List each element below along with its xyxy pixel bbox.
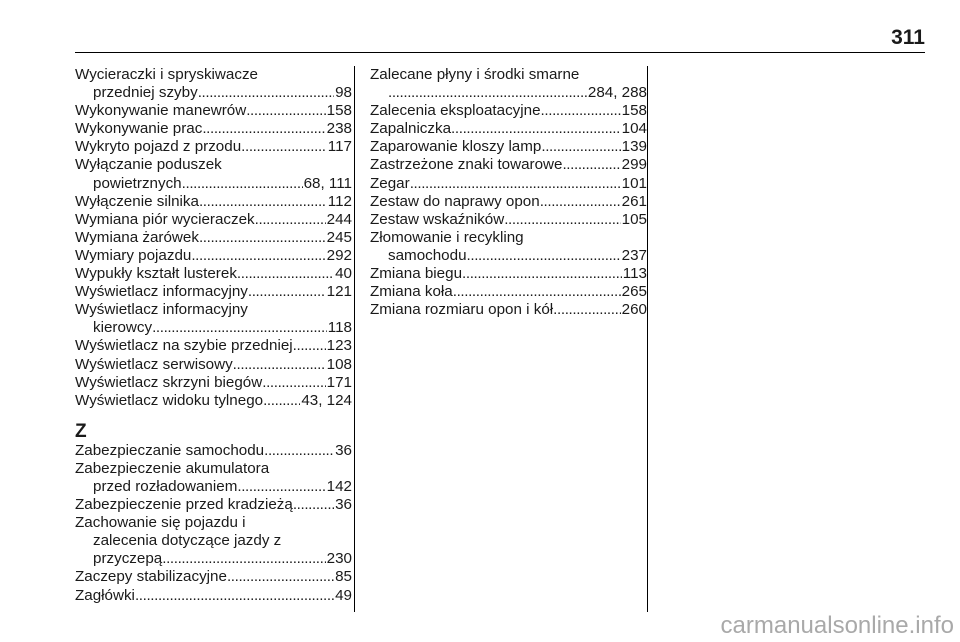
leader-dots <box>462 265 622 283</box>
index-entry <box>75 568 352 586</box>
leader-dots <box>246 102 325 120</box>
index-entry-term-line <box>370 102 647 120</box>
index-term: Zabezpieczenie akumulatora <box>75 459 270 477</box>
index-page-ref: 292 <box>326 246 352 264</box>
index-page-ref: 113 <box>622 265 647 283</box>
index-group-z <box>75 442 352 605</box>
index-page-ref: 36 <box>335 496 352 514</box>
index-page-ref: 104 <box>621 120 647 138</box>
leader-dots <box>540 193 621 211</box>
index-entry-term-line <box>370 156 647 174</box>
index-page-ref: 40 <box>335 265 352 283</box>
index-term: Wymiana piór wycieraczek <box>75 210 255 228</box>
index-entry <box>370 156 647 174</box>
index-page-ref: 49 <box>335 586 352 604</box>
index-entry <box>370 138 647 156</box>
index-page-ref: 158 <box>621 102 647 120</box>
index-entry-term-line <box>370 175 647 193</box>
index-term: przed rozładowaniem <box>93 477 238 495</box>
section-letter-z: Z <box>75 420 87 442</box>
index-term: Zalecane płyny i środki smarne <box>370 66 580 83</box>
leader-dots <box>541 102 621 120</box>
index-entry-continuation-line <box>75 478 352 496</box>
index-entry <box>370 102 647 120</box>
leader-dots <box>262 374 325 392</box>
index-term: Zagłówki <box>75 586 135 604</box>
index-term: Zestaw do naprawy opon <box>370 192 540 210</box>
index-group-z-continued <box>370 66 647 319</box>
column-divider-right <box>647 66 648 612</box>
index-column-left <box>75 66 352 605</box>
index-entry-continuation-line <box>75 550 352 568</box>
leader-dots <box>135 587 334 605</box>
index-entry <box>75 102 352 120</box>
leader-dots <box>237 265 334 283</box>
index-term: Zmiana rozmiaru opon i kół <box>370 301 554 319</box>
index-entry-term-line <box>75 247 352 265</box>
index-page-ref: 105 <box>621 210 647 228</box>
index-entry-term-line <box>75 193 352 211</box>
index-page-ref: 108 <box>326 355 352 373</box>
index-term: Wyłączenie silnika <box>75 192 199 210</box>
leader-dots <box>388 84 587 102</box>
index-entry <box>75 247 352 265</box>
leader-dots <box>410 175 621 193</box>
index-entry-term-line <box>75 587 352 605</box>
index-entry-term-line <box>75 229 352 247</box>
leader-dots <box>541 138 620 156</box>
index-entry <box>75 356 352 374</box>
header-rule <box>75 52 925 53</box>
index-page-ref: 118 <box>327 319 352 337</box>
index-page-ref: 158 <box>326 102 352 120</box>
page-number: 311 <box>891 26 925 49</box>
index-entry-term-line <box>75 442 352 460</box>
index-page-ref: 85 <box>335 568 352 586</box>
index-term: Zmiana biegu <box>370 265 463 283</box>
leader-dots <box>241 138 327 156</box>
index-term: Wypukły kształt lusterek <box>75 265 237 283</box>
leader-dots <box>467 247 621 265</box>
index-entry <box>75 442 352 460</box>
watermark: carmanualsonline.info <box>720 612 954 639</box>
index-page-ref: 244 <box>326 210 352 228</box>
index-entry <box>370 175 647 193</box>
index-entry-continuation-line <box>370 84 647 102</box>
index-page-ref: 299 <box>621 156 647 174</box>
index-entry <box>370 120 647 138</box>
index-entry-term-line <box>370 211 647 229</box>
leader-dots <box>182 175 303 193</box>
index-page-ref: 237 <box>621 246 647 264</box>
leader-dots <box>293 496 334 514</box>
index-page-ref: 112 <box>327 192 352 210</box>
index-entry <box>370 283 647 301</box>
index-entry <box>75 587 352 605</box>
leader-dots <box>191 247 325 265</box>
index-term: Zalecenia eksploatacyjne <box>370 102 541 120</box>
index-term: Zegar <box>370 174 410 192</box>
index-term: przyczepą <box>93 550 163 568</box>
index-entry-term-line <box>75 301 352 319</box>
index-page-ref: 238 <box>326 120 352 138</box>
index-page-ref: 123 <box>326 337 352 355</box>
index-term: Wyłączanie poduszek <box>75 156 222 174</box>
index-entry <box>75 120 352 138</box>
index-entry-continuation-line <box>75 84 352 102</box>
index-term: Wymiary pojazdu <box>75 246 192 264</box>
index-entry-term-line <box>370 138 647 156</box>
index-term: kierowcy <box>93 319 153 337</box>
index-entry-term-line <box>370 265 647 283</box>
index-entry <box>370 229 647 265</box>
index-term: Zabezpieczanie samochodu <box>75 441 265 459</box>
index-entry <box>75 283 352 301</box>
index-term: Wyświetlacz serwisowy <box>75 355 233 373</box>
index-group-w <box>75 66 352 410</box>
leader-dots <box>199 193 327 211</box>
index-entry-term-line <box>370 283 647 301</box>
leader-dots <box>255 211 326 229</box>
index-entry <box>75 374 352 392</box>
leader-dots <box>504 211 620 229</box>
index-entry <box>75 156 352 192</box>
index-page-ref: 101 <box>621 174 647 192</box>
index-page-ref: 36 <box>335 441 352 459</box>
leader-dots <box>162 550 325 568</box>
index-entry <box>75 193 352 211</box>
index-page-ref: 142 <box>326 477 352 495</box>
index-term: Zastrzeżone znaki towarowe <box>370 156 563 174</box>
index-entry <box>75 514 352 568</box>
index-term: Złomowanie i recykling <box>370 228 524 246</box>
index-term: Wymiana żarówek <box>75 228 199 246</box>
leader-dots <box>451 120 621 138</box>
index-term: Wycieraczki i spryskiwacze <box>75 66 258 83</box>
index-entry-term-line <box>75 374 352 392</box>
index-entry <box>75 66 352 102</box>
index-entry-term-line <box>75 337 352 355</box>
index-term: Wyświetlacz na szybie przedniej <box>75 337 293 355</box>
leader-dots <box>263 392 300 410</box>
leader-dots <box>293 337 326 355</box>
index-entry-term-line <box>75 283 352 301</box>
index-term: powietrznych <box>93 174 182 192</box>
index-term: Zmiana koła <box>370 283 453 301</box>
column-divider-left <box>354 66 355 612</box>
index-page-ref: 68, 111 <box>303 174 352 192</box>
leader-dots <box>198 84 334 102</box>
index-entry <box>75 496 352 514</box>
index-entry-term-line <box>370 193 647 211</box>
index-entry-term-line <box>75 265 352 283</box>
index-term: zalecenia dotyczące jazdy z <box>93 532 282 550</box>
index-entry-continuation-line <box>75 532 352 550</box>
index-term: Zaparowanie kloszy lamp <box>370 138 542 156</box>
index-entry <box>75 392 352 410</box>
index-entry-term-line <box>75 102 352 120</box>
index-entry-term-line <box>75 514 352 532</box>
index-page-ref: 139 <box>621 138 647 156</box>
index-entry <box>370 301 647 319</box>
leader-dots <box>237 478 325 496</box>
leader-dots <box>152 319 327 337</box>
index-page-ref: 261 <box>621 192 647 210</box>
index-entry-term-line <box>75 120 352 138</box>
index-term: Zabezpieczenie przed kradzieżą <box>75 496 293 514</box>
index-entry-continuation-line <box>75 319 352 337</box>
index-entry <box>75 460 352 496</box>
index-entry <box>75 337 352 355</box>
index-term: Wyświetlacz skrzyni biegów <box>75 373 263 391</box>
index-entry <box>370 265 647 283</box>
index-entry-continuation-line <box>75 175 352 193</box>
index-term: przedniej szyby <box>93 84 198 102</box>
index-page-ref: 98 <box>335 84 352 102</box>
index-page-ref: 171 <box>326 373 352 391</box>
index-page-ref: 43, 124 <box>301 391 352 409</box>
index-term: samochodu <box>388 246 467 264</box>
index-entry <box>370 66 647 102</box>
index-entry-term-line <box>75 392 352 410</box>
index-entry-term-line <box>370 120 647 138</box>
index-entry-term-line <box>370 301 647 319</box>
index-entry-term-line <box>75 460 352 478</box>
index-term: Wyświetlacz informacyjny <box>75 301 248 319</box>
index-entry <box>370 193 647 211</box>
index-term: Wyświetlacz widoku tylnego <box>75 391 264 409</box>
index-entry-term-line <box>75 138 352 156</box>
index-entry <box>75 229 352 247</box>
index-term: Zestaw wskaźników <box>370 210 505 228</box>
index-term: Zaczepy stabilizacyjne <box>75 568 227 586</box>
index-entry <box>75 265 352 283</box>
leader-dots <box>199 229 326 247</box>
index-entry-term-line <box>75 66 352 84</box>
index-entry <box>75 211 352 229</box>
index-entry-term-line <box>75 568 352 586</box>
index-page-ref: 245 <box>326 228 352 246</box>
index-term: Wykonywanie manewrów <box>75 102 247 120</box>
index-column-right <box>370 66 647 319</box>
leader-dots <box>553 301 620 319</box>
index-entry-term-line <box>370 229 647 247</box>
index-term: Zapalniczka <box>370 120 452 138</box>
index-term: Zachowanie się pojazdu i <box>75 514 246 532</box>
index-page-ref: 284, 288 <box>587 84 647 102</box>
index-entry-term-line <box>75 356 352 374</box>
index-page-ref: 117 <box>327 138 352 156</box>
index-entry-term-line <box>370 66 647 84</box>
index-term: Wyświetlacz informacyjny <box>75 283 248 301</box>
index-entry <box>75 138 352 156</box>
index-entry-term-line <box>75 496 352 514</box>
index-entry <box>370 211 647 229</box>
leader-dots <box>227 568 334 586</box>
leader-dots <box>453 283 621 301</box>
index-entry-continuation-line <box>370 247 647 265</box>
index-term: Wykonywanie prac <box>75 120 203 138</box>
index-entry-term-line <box>75 156 352 174</box>
leader-dots <box>233 356 326 374</box>
leader-dots <box>562 156 620 174</box>
index-page-ref: 260 <box>621 301 647 319</box>
index-entry-term-line <box>75 211 352 229</box>
index-page-ref: 230 <box>326 550 352 568</box>
index-page-ref: 121 <box>326 283 352 301</box>
leader-dots <box>248 283 326 301</box>
leader-dots <box>202 120 325 138</box>
leader-dots <box>264 442 334 460</box>
index-term: Wykryto pojazd z przodu <box>75 138 242 156</box>
index-entry <box>75 301 352 337</box>
index-page-ref: 265 <box>621 283 647 301</box>
